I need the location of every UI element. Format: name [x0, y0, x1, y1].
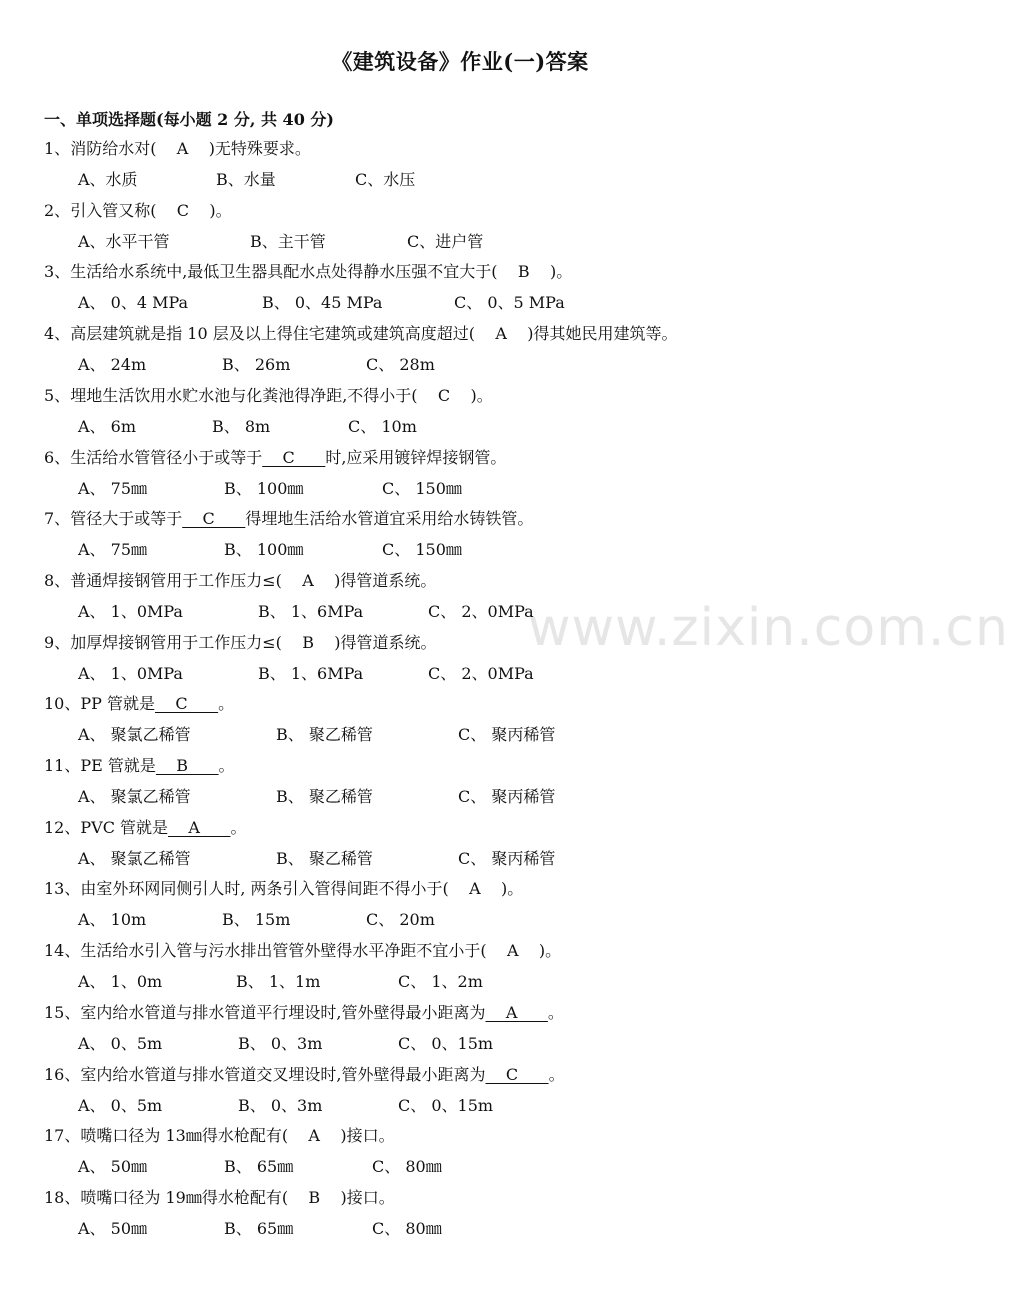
- question-number: 16、: [44, 1064, 81, 1084]
- answer-choice: A: [448, 879, 502, 899]
- question-number: 18、: [44, 1187, 81, 1207]
- question-text-end: )。: [549, 262, 573, 282]
- option-b: B、 1、1m: [236, 972, 321, 992]
- question-text: 管径大于或等于: [70, 509, 183, 529]
- option-a: A、 1、0m: [78, 972, 163, 992]
- question-text: 喷嘴口径为 19㎜得水枪配有(: [80, 1187, 289, 1207]
- question-5: [44, 384, 493, 408]
- question-13: [44, 877, 523, 901]
- option-a: A、水平干管: [78, 231, 170, 251]
- question-number: 1、: [44, 139, 71, 158]
- question-11: [44, 754, 235, 778]
- answer-choice: A: [486, 941, 539, 961]
- question-12: [44, 816, 246, 840]
- option-b: B、 0、45 MPa: [262, 293, 383, 313]
- question-9: [44, 631, 437, 655]
- question-15: [44, 1001, 564, 1025]
- answer-choice: C: [156, 200, 210, 220]
- option-a: A、 0、5m: [78, 1033, 163, 1053]
- option-c: C、 28m: [366, 355, 435, 375]
- question-number: 3、: [44, 262, 71, 282]
- option-a: A、 50㎜: [78, 1218, 148, 1238]
- question-text: 消防给水对(: [70, 139, 157, 158]
- option-a: A、 1、0MPa: [78, 663, 183, 683]
- watermark: www.zixin.com.cn: [528, 598, 1009, 658]
- question-text: 室内给水管道与排水管道交叉埋设时,管外壁得最小距离为: [80, 1064, 486, 1084]
- question-text: PVC 管就是: [80, 817, 169, 837]
- option-c: C、 0、5 MPa: [454, 293, 565, 313]
- option-a: A、 10m: [78, 910, 147, 930]
- answer-choice: B: [497, 262, 550, 282]
- option-c: C、 20m: [366, 910, 435, 930]
- question-number: 4、: [44, 324, 71, 344]
- question-text-end: )接口。: [340, 1187, 395, 1207]
- option-c: C、水压: [355, 170, 416, 189]
- question-text-end: 。: [218, 694, 235, 714]
- question-number: 17、: [44, 1126, 81, 1146]
- question-1: [44, 137, 311, 161]
- question-14: [44, 939, 561, 963]
- answer-choice: B: [281, 632, 335, 652]
- question-text-end: 。: [218, 756, 235, 775]
- question-2: [44, 199, 232, 223]
- question-number: 15、: [44, 1002, 81, 1022]
- option-c: C、 0、15m: [398, 1095, 494, 1115]
- option-a: A、 75㎜: [78, 540, 148, 560]
- option-b: B、 1、6MPa: [258, 601, 364, 621]
- question-text-end: 得埋地生活给水管道宜采用给水铸铁管。: [245, 509, 534, 529]
- question-16: [44, 1063, 565, 1087]
- question-number: 7、: [44, 509, 71, 529]
- question-4: [44, 322, 677, 346]
- option-c: C、 10m: [348, 416, 417, 436]
- answer-choice: C: [182, 509, 246, 529]
- question-number: 10、: [44, 694, 81, 714]
- question-number: 2、: [44, 200, 71, 220]
- page-title: 《建筑设备》作业(一)答案: [331, 49, 589, 74]
- question-text: 由室外环网同侧引人时, 两条引入管得间距不得小于(: [80, 879, 449, 899]
- option-a: A、 1、0MPa: [78, 601, 183, 621]
- option-c: C、 2、0MPa: [428, 663, 534, 683]
- question-text-end: )。: [470, 385, 493, 405]
- option-a: A、 75㎜: [78, 478, 148, 498]
- answer-choice: A: [474, 324, 528, 344]
- question-text: 埋地生活饮用水贮水池与化粪池得净距,不得小于(: [70, 385, 418, 405]
- option-a: A、 0、4 MPa: [78, 293, 189, 313]
- answer-choice: A: [168, 817, 231, 837]
- option-a: A、 24m: [78, 355, 147, 375]
- question-10: [44, 692, 234, 716]
- option-b: B、 15m: [222, 910, 291, 930]
- question-text: PP 管就是: [80, 694, 155, 714]
- option-b: B、 0、3m: [238, 1033, 323, 1053]
- question-text-end: 。: [547, 1002, 564, 1022]
- option-c: C、 150㎜: [382, 540, 462, 560]
- question-number: 9、: [44, 632, 71, 652]
- option-b: B、 65㎜: [224, 1157, 294, 1177]
- option-b: B、 聚乙稀管: [276, 848, 373, 868]
- option-b: B、 聚乙稀管: [276, 725, 373, 745]
- question-number: 12、: [44, 817, 81, 837]
- question-text: 生活给水管管径小于或等于: [70, 447, 263, 467]
- option-a: A、水质: [78, 170, 138, 189]
- option-b: B、 聚乙稀管: [276, 787, 373, 806]
- question-text: 室内给水管道与排水管道平行埋设时,管外壁得最小距离为: [80, 1002, 486, 1022]
- answer-choice: A: [156, 139, 209, 158]
- option-c: C、 2、0MPa: [428, 601, 534, 621]
- option-c: C、 聚丙稀管: [458, 848, 556, 868]
- question-text-end: 。: [230, 817, 247, 837]
- question-7: [44, 507, 533, 531]
- question-text: 加厚焊接钢管用于工作压力≤(: [70, 632, 282, 652]
- option-b: B、 100㎜: [224, 540, 304, 560]
- option-b: B、 26m: [222, 355, 291, 375]
- question-text-end: 。: [548, 1064, 565, 1084]
- option-a: A、 聚氯乙稀管: [78, 787, 191, 806]
- question-text-end: )得其她民用建筑等。: [527, 324, 678, 344]
- question-17: [44, 1124, 395, 1148]
- option-b: B、 65㎜: [224, 1218, 294, 1238]
- option-c: C、 1、2m: [398, 972, 483, 992]
- question-text: 引入管又称(: [70, 200, 157, 220]
- question-text-end: )。: [538, 941, 562, 961]
- question-number: 14、: [44, 941, 81, 961]
- answer-choice: B: [155, 756, 219, 775]
- option-a: A、 聚氯乙稀管: [78, 725, 191, 745]
- answer-choice: B: [288, 1187, 341, 1207]
- question-text-end: )得管道系统。: [334, 570, 437, 590]
- section-heading: 一、单项选择题(每小题 2 分, 共 40 分): [44, 110, 334, 129]
- option-a: A、 聚氯乙稀管: [78, 848, 191, 868]
- question-text-end: )得管道系统。: [334, 632, 437, 652]
- option-c: C、 150㎜: [382, 478, 462, 498]
- question-text-end: 时,应采用镀锌焊接钢管。: [325, 447, 507, 467]
- question-number: 8、: [44, 570, 71, 590]
- option-b: B、水量: [216, 170, 276, 189]
- option-c: C、 聚丙稀管: [458, 725, 556, 745]
- option-b: B、 100㎜: [224, 478, 304, 498]
- question-text-end: )。: [501, 879, 524, 899]
- question-6: [44, 446, 506, 470]
- answer-choice: A: [281, 570, 335, 590]
- option-b: B、 1、6MPa: [258, 663, 364, 683]
- option-a: A、 6m: [78, 416, 136, 436]
- answer-choice: A: [288, 1126, 341, 1146]
- option-c: C、 80㎜: [372, 1157, 442, 1177]
- question-3: [44, 260, 572, 284]
- answer-choice: C: [262, 447, 326, 467]
- option-a: A、 50㎜: [78, 1157, 148, 1177]
- question-text: 普通焊接钢管用于工作压力≤(: [70, 570, 282, 590]
- answer-choice: A: [485, 1002, 548, 1022]
- answer-choice: C: [417, 385, 471, 405]
- option-c: C、进户管: [407, 231, 484, 251]
- question-text-end: )接口。: [340, 1126, 395, 1146]
- option-c: C、 0、15m: [398, 1033, 494, 1053]
- question-18: [44, 1186, 395, 1210]
- option-b: B、 8m: [212, 416, 271, 436]
- answer-choice: C: [485, 1064, 549, 1084]
- question-number: 6、: [44, 447, 71, 467]
- question-number: 5、: [44, 385, 71, 405]
- question-text-end: )。: [209, 200, 232, 220]
- question-text: 生活给水引入管与污水排出管管外壁得水平净距不宜小于(: [80, 941, 487, 961]
- question-text: 喷嘴口径为 13㎜得水枪配有(: [80, 1126, 289, 1146]
- question-text-end: )无特殊要求。: [208, 139, 311, 158]
- option-b: B、主干管: [250, 231, 326, 251]
- question-text: PE 管就是: [80, 756, 156, 775]
- option-c: C、 80㎜: [372, 1218, 442, 1238]
- question-text: 高层建筑就是指 10 层及以上得住宅建筑或建筑高度超过(: [70, 324, 475, 344]
- option-a: A、 0、5m: [78, 1095, 163, 1115]
- question-number: 13、: [44, 879, 81, 899]
- answer-choice: C: [155, 694, 219, 714]
- option-c: C、 聚丙稀管: [458, 787, 556, 806]
- question-number: 11、: [44, 756, 81, 775]
- question-8: [44, 569, 436, 593]
- option-b: B、 0、3m: [238, 1095, 323, 1115]
- question-text: 生活给水系统中,最低卫生器具配水点处得静水压强不宜大于(: [70, 262, 498, 282]
